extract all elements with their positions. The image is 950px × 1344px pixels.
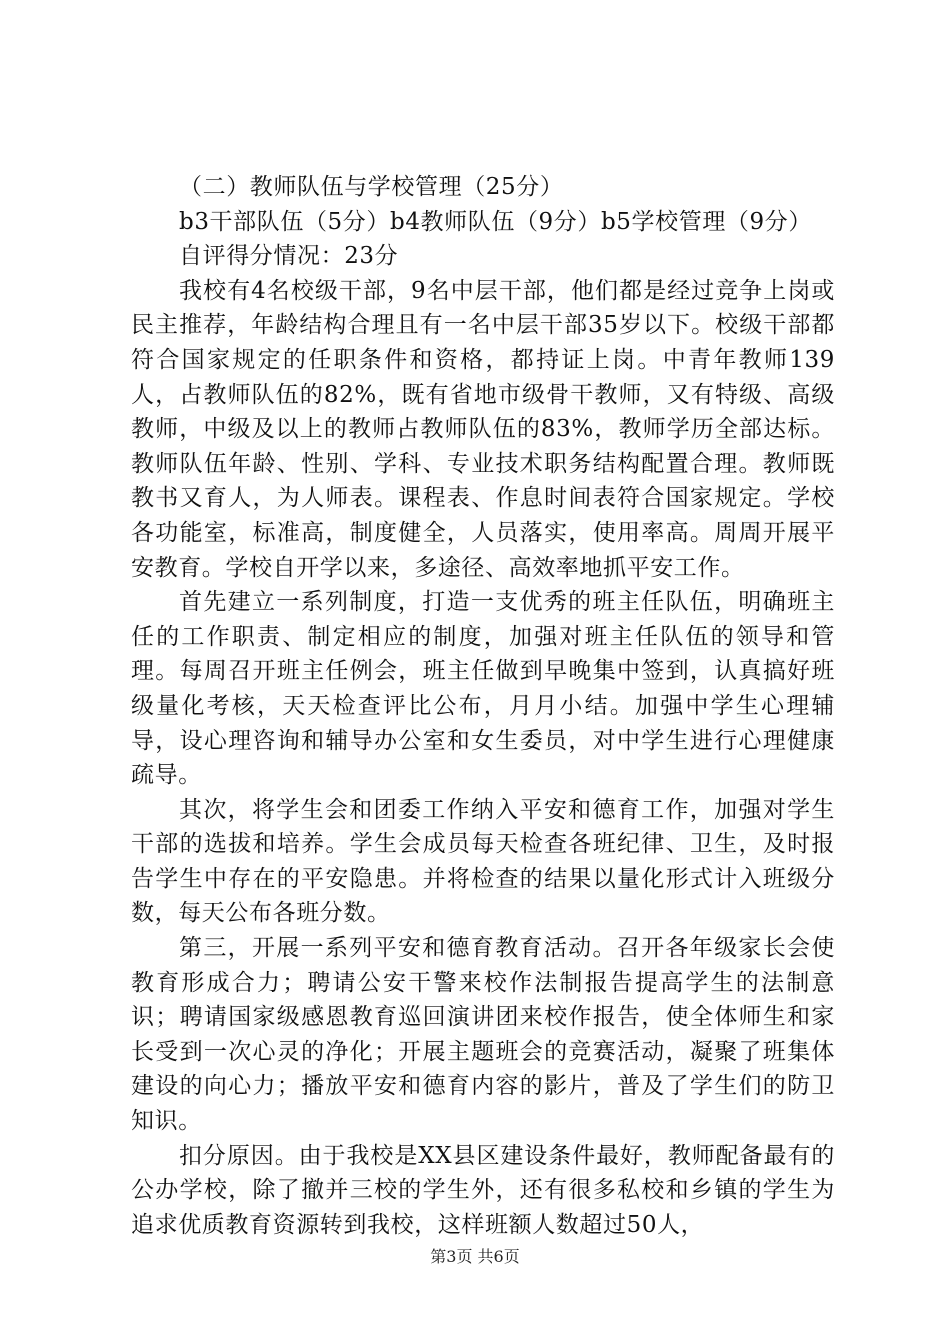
paragraph-first: 首先建立一系列制度，打造一支优秀的班主任队伍，明确班主任的工作职责、制定相应的制度，加强对班主任队伍的领导和管理。每周召开班主任例会，班主任做到早晚集中签到，认真搞好班级量化考核，天天检查评比公布，月月小结。加强中学生心理辅导，设心理咨询和辅导办公室和女生委员，对中学生进行心理健康疏导。 xyxy=(131,589,835,789)
page-number: 第3页 共6页 xyxy=(430,1247,520,1266)
paragraph-staff: 我校有4名校级干部，9名中层干部，他们都是经过竞争上岗或民主推荐，年龄结构合理且有一名中层干部35岁以下。校级干部都符合国家规定的任职条件和资格，都持证上岗。中青年教师139人，占教师队伍的82%，既有省地市级骨干教师，又有特级、高级教师，中级及以上的教师占教师队伍的83%，教师学历全部达标。教师队伍年龄、性别、学科、专业技术职务结构配置合理。教师既教书又育人，为人师表。课程表、作息时间表符合国家规定。学校各功能室，标准高，制度健全，人员落实，使用率高。周周开展平安教育。学校自开学以来，多途径、高效率地抓平安工作。 xyxy=(131,277,835,581)
paragraph-second: 其次，将学生会和团委工作纳入平安和德育工作，加强对学生干部的选拔和培养。学生会成员每天检查各班纪律、卫生，及时报告学生中存在的平安隐患。并将检查的结果以量化形式计入班级分数，每天公布各班分数。 xyxy=(131,796,835,927)
document-body xyxy=(131,170,835,1242)
paragraph-third: 第三，开展一系列平安和德育教育活动。召开各年级家长会使教育形成合力；聘请公安干警来校作法制报告提高学生的法制意识；聘请国家级感恩教育巡回演讲团来校作报告，使全体师生和家长受到一次心灵的净化；开展主题班会的竞赛活动，凝聚了班集体建设的向心力；播放平安和德育内容的影片，普及了学生们的防卫知识。 xyxy=(131,935,835,1135)
section-heading: （二）教师队伍与学校管理（25分） xyxy=(179,174,564,200)
self-score: 自评得分情况：23分 xyxy=(179,243,399,270)
scoring-items: b3干部队伍（5分）b4教师队伍（9分）b5学校管理（9分） xyxy=(179,208,812,235)
paragraph-deduction: 扣分原因。由于我校是XX县区建设条件最好，教师配备最有的公办学校，除了撤并三校的学生外，还有很多私校和乡镇的学生为追求优质教育资源转到我校，这样班额人数超过50人， xyxy=(131,1142,835,1238)
